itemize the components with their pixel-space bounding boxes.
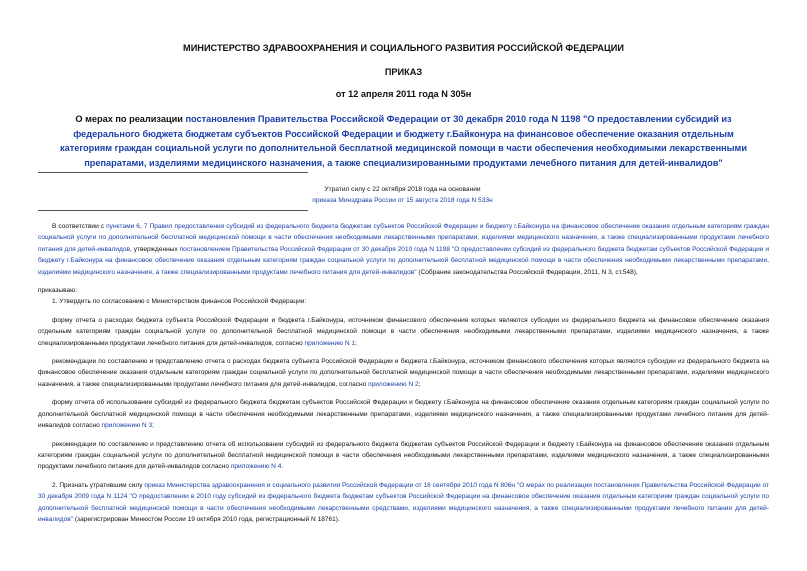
item-text: рекомендации по составлению и представлению отчета об использовании субсидий из федерального бюджета бюджетам субъектов Российской Федерации и бюджету г.Байконура на финансовое обеспечение оказания отдельным категориям граждан социальной услуги по дополнительной бесплатной медицинской помощи в части обеспечения необходимыми лекарственными препаратами, изделиями медицинского назначения, а также специализированными продуктами лечебного питания для детей-инвалидов согласно bbox=[38, 440, 769, 471]
order-word: приказываю: bbox=[38, 287, 77, 295]
item-end: ; bbox=[152, 422, 154, 430]
item-end: . bbox=[281, 463, 284, 471]
clause-text: 2. Признать утратившим силу bbox=[52, 481, 145, 489]
clause-1: 1. Утвердить по согласованию с Министерством финансов Российской Федерации: bbox=[52, 298, 307, 306]
repeal-text: Утратил силу с 22 октября 2018 года на основании bbox=[324, 186, 481, 193]
appendix-3-link[interactable]: приложению N 3 bbox=[101, 422, 153, 430]
rules-point-6-link[interactable]: пунктами 6 bbox=[106, 223, 140, 230]
clause-2 bbox=[38, 480, 769, 526]
top-divider bbox=[38, 172, 308, 173]
document-body bbox=[38, 221, 769, 525]
preamble-text: (Собрание законодательства Российской Федерации, 2011, N 3, ст.548), bbox=[416, 268, 638, 276]
order-806n-link[interactable]: приказ Министерства здравоохранения и социального развития Российской Федерации от 16 сентября 2010 года N 806н "О мерах по реализации постановления Правительства Российской Федерации от 30 декабря 2009 года N 1124 "О предоставлении в 2010 году субсидий из федерального бюджета бюджетам субъектов Российской Федерации на финансовое обеспечение оказания отдельным категориям граждан социальной услуги по дополнительной бесплатной медицинской помощи в части обеспечения необходимыми лекарственными средствами, изделиями медицинского назначения, а также специализированными продуктами лечебного питания для детей-инвалидов" bbox=[38, 481, 769, 523]
preamble-text: , bbox=[139, 223, 144, 230]
clause-1-item-3 bbox=[38, 397, 769, 431]
appendix-1-link[interactable]: приложению N 1 bbox=[304, 339, 356, 347]
document-title bbox=[52, 112, 755, 170]
item-text: форму отчета о расходах бюджета субъекта Российской Федерации и бюджета г.Байконура, источником финансового обеспечения которых являются субсидии из федерального бюджета на финансовое обеспечение оказания отдельным категориям граждан социальной услуги по дополнительной бесплатной медицинской помощи в части обеспечения необходимыми лекарственными препаратами, изделиями медицинского назначения, а также специализированными продуктами лечебного питания для детей-инвалидов, согласно bbox=[38, 316, 769, 347]
document-type: ПРИКАЗ bbox=[384, 67, 423, 77]
clause-1-item-4 bbox=[38, 439, 769, 473]
bottom-divider bbox=[38, 210, 308, 211]
clause-1-item-1 bbox=[38, 315, 769, 349]
rules-point-7-link[interactable]: 7 Правил предоставления субсидий из федерального бюджета бюджетам субъектов Российской Федерации и бюджету г.Байконура на финансовое обеспечение оказания отдельным категориям граждан социальной услуги по дополнительной бесплатной медицинской помощи в части обеспечения необходимыми лекарственными препаратами, изделиями медицинского назначения, а также специализированными продуктами лечебного питания для детей-инвалидов bbox=[38, 223, 769, 253]
preamble-text: В соответствии с bbox=[52, 223, 107, 230]
clause-text: (зарегистрирован Минюстом России 19 октября 2010 года, регистрационный N 18761). bbox=[73, 515, 340, 523]
preamble-paragraph bbox=[38, 221, 769, 278]
item-text: рекомендации по составлению и представлению отчета о расходах бюджета субъекта Российской Федерации и бюджета г.Байконура, источником финансового обеспечения которых являются субсидии из федерального бюджета на финансовое обеспечение оказания отдельным категориям граждан социальной услуги по дополнительной бесплатной медицинской помощи в части обеспечения необходимыми лекарственными препаратами, изделиями медицинского назначения, а также специализированными продуктами лечебного питания для детей-инвалидов, согласно bbox=[38, 358, 769, 388]
item-end: ; bbox=[355, 339, 357, 347]
preamble-text: , утвержденных bbox=[129, 245, 180, 253]
ministry-heading: МИНИСТЕРСТВО ЗДРАВООХРАНЕНИЯ И СОЦИАЛЬНОГО РАЗВИТИЯ РОССИЙСКОЙ ФЕДЕРАЦИИ bbox=[183, 43, 624, 53]
item-text: форму отчета об использовании субсидий из федерального бюджета бюджетам субъектов Российской Федерации и бюджету г.Байконура на финансовое обеспечение оказания отдельным категориям граждан социальной услуги по дополнительной бесплатной медицинской помощи в части обеспечения необходимыми лекарственными препаратами, изделиями медицинского назначения, а также специализированными продуктами лечебного питания для детей-инвалидов согласно bbox=[38, 399, 769, 430]
clause-1-item-2 bbox=[38, 356, 769, 390]
item-end: ; bbox=[418, 380, 421, 388]
document-date-number: от 12 апреля 2011 года N 305н bbox=[335, 89, 472, 99]
title-resolution-link[interactable]: постановления Правительства Российской Федерации от 30 декабря 2010 года N 1198 "О предоставлении субсидий из федерального бюджета бюджетам субъектов Российской Федерации и бюджету г.Байконура на финансовое обеспечение оказания отдельным категориям граждан социальной услуги по дополнительной бесплатной медицинской помощи в части обеспечения необходимыми лекарственными препаратами, изделиями медицинского назначения, а также специализированными продуктами лечебного питания для детей-инвалидов" bbox=[60, 114, 747, 168]
resolution-1198-link[interactable]: постановлением Правительства Российской Федерации от 30 декабря 2010 года N 1198 "О предоставлении субсидий из федерального бюджета бюджетам субъектов Российской Федерации и бюджету г.Байконура на финансовое обеспечение оказания отдельным категориям граждан социальной услуги по дополнительной бесплатной медицинской помощи в части обеспечения необходимыми лекарственными препаратами, изделиями медицинского назначения, а также специализированными продуктами лечебного питания для детей-инвалидов" bbox=[38, 245, 769, 276]
repeal-notice bbox=[180, 184, 625, 206]
repeal-order-link[interactable]: приказа Минздрава России от 15 августа 2018 года N 533н bbox=[312, 197, 493, 204]
appendix-2-link[interactable]: приложению N 2 bbox=[368, 380, 419, 388]
appendix-4-link[interactable]: приложению N 4 bbox=[230, 463, 282, 471]
title-prefix: О мерах по реализации bbox=[75, 114, 186, 124]
